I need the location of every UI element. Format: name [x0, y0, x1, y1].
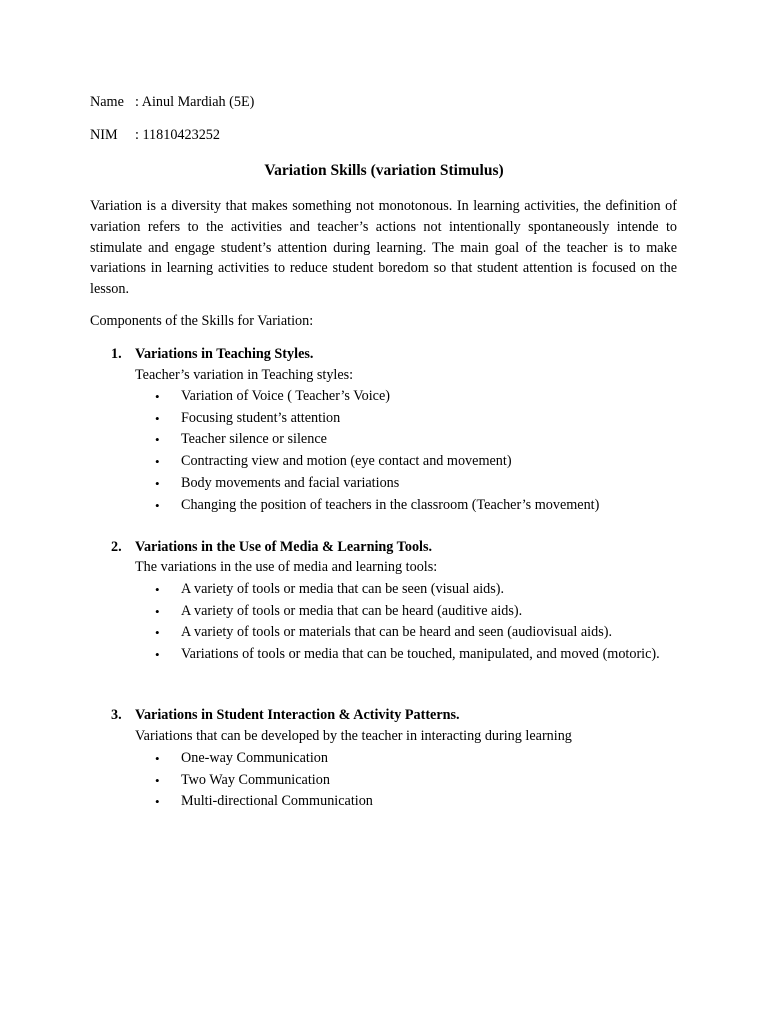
section-1-subtitle: Teacher’s variation in Teaching styles: [135, 367, 354, 383]
list-item: • Body movements and facial variations [155, 473, 677, 495]
components-heading: Components of the Skills for Variation: [90, 313, 314, 329]
list-item: • A variety of tools or media that can be seen (visual aids). [155, 579, 677, 601]
list-item: • Contracting view and motion (eye contact and movement) [155, 451, 677, 473]
bullet-icon: • [155, 625, 160, 641]
section-1-heading [111, 346, 313, 363]
list-item: • A variety of tools or media that can be heard (auditive aids). [155, 601, 677, 623]
bullet-icon: • [155, 603, 160, 619]
bullet-icon: • [155, 410, 160, 426]
name-label: Name [90, 94, 124, 110]
document-title: Variation Skills (variation Stimulus) [264, 162, 504, 179]
bullet-icon: • [155, 389, 160, 404]
bullet-icon: • [155, 582, 160, 597]
section-title: Variations in Student Interaction & Activity Patterns. [135, 707, 460, 723]
section-number: 1. [111, 346, 122, 362]
bullet-icon: • [155, 751, 160, 766]
section-number: 2. [111, 539, 122, 555]
section-title: Variations in Teaching Styles. [135, 346, 314, 362]
bullet-icon: • [155, 772, 160, 788]
nim-line [90, 127, 220, 144]
bullet-icon: • [155, 475, 160, 491]
section-3-subtitle: Variations that can be developed by the teacher in interacting during learning [135, 728, 572, 744]
bullet-icon: • [155, 647, 160, 663]
section-2-bullet-list [155, 579, 677, 666]
list-item: • A variety of tools or materials that can be heard and seen (audiovisual aids). [155, 622, 677, 644]
list-item: • One-way Communication [155, 748, 677, 770]
section-3-bullet-list [155, 748, 677, 813]
list-item: • Teacher silence or silence [155, 429, 677, 451]
list-item: • Variations of tools or media that can be touched, manipulated, and moved (motoric). [155, 644, 677, 666]
intro-paragraph: Variation is a diversity that makes something not monotonous. In learning activities, the definition of variation refers to the activities and teacher’s actions not intentionally spontaneously intende to stimulate and engage student’s attention during learning. The main goal of the teacher is to make variations in learning activities to reduce student boredom so that student attention is focused on the lesson. [90, 198, 677, 298]
nim-label: NIM [90, 127, 118, 143]
list-item: • Multi-directional Communication [155, 791, 677, 813]
section-title: Variations in the Use of Media & Learning Tools. [135, 539, 433, 555]
list-item: • Variation of Voice ( Teacher’s Voice) [155, 386, 677, 408]
bullet-icon: • [155, 497, 160, 513]
list-item: • Focusing student’s attention [155, 408, 677, 430]
nim-value: : 11810423252 [135, 127, 220, 143]
name-line [90, 94, 254, 111]
section-2-subtitle: The variations in the use of media and learning tools: [135, 559, 438, 575]
list-item: • Two Way Communication [155, 770, 677, 792]
bullet-icon: • [155, 794, 160, 810]
section-1-bullet-list [155, 386, 677, 516]
bullet-icon: • [155, 432, 160, 448]
name-value: : Ainul Mardiah (5E) [135, 94, 255, 110]
section-3-heading [111, 707, 460, 724]
bullet-icon: • [155, 454, 160, 470]
list-item: • Changing the position of teachers in the classroom (Teacher’s movement) [155, 495, 677, 517]
section-2-heading [111, 539, 432, 556]
section-number: 3. [111, 707, 122, 723]
